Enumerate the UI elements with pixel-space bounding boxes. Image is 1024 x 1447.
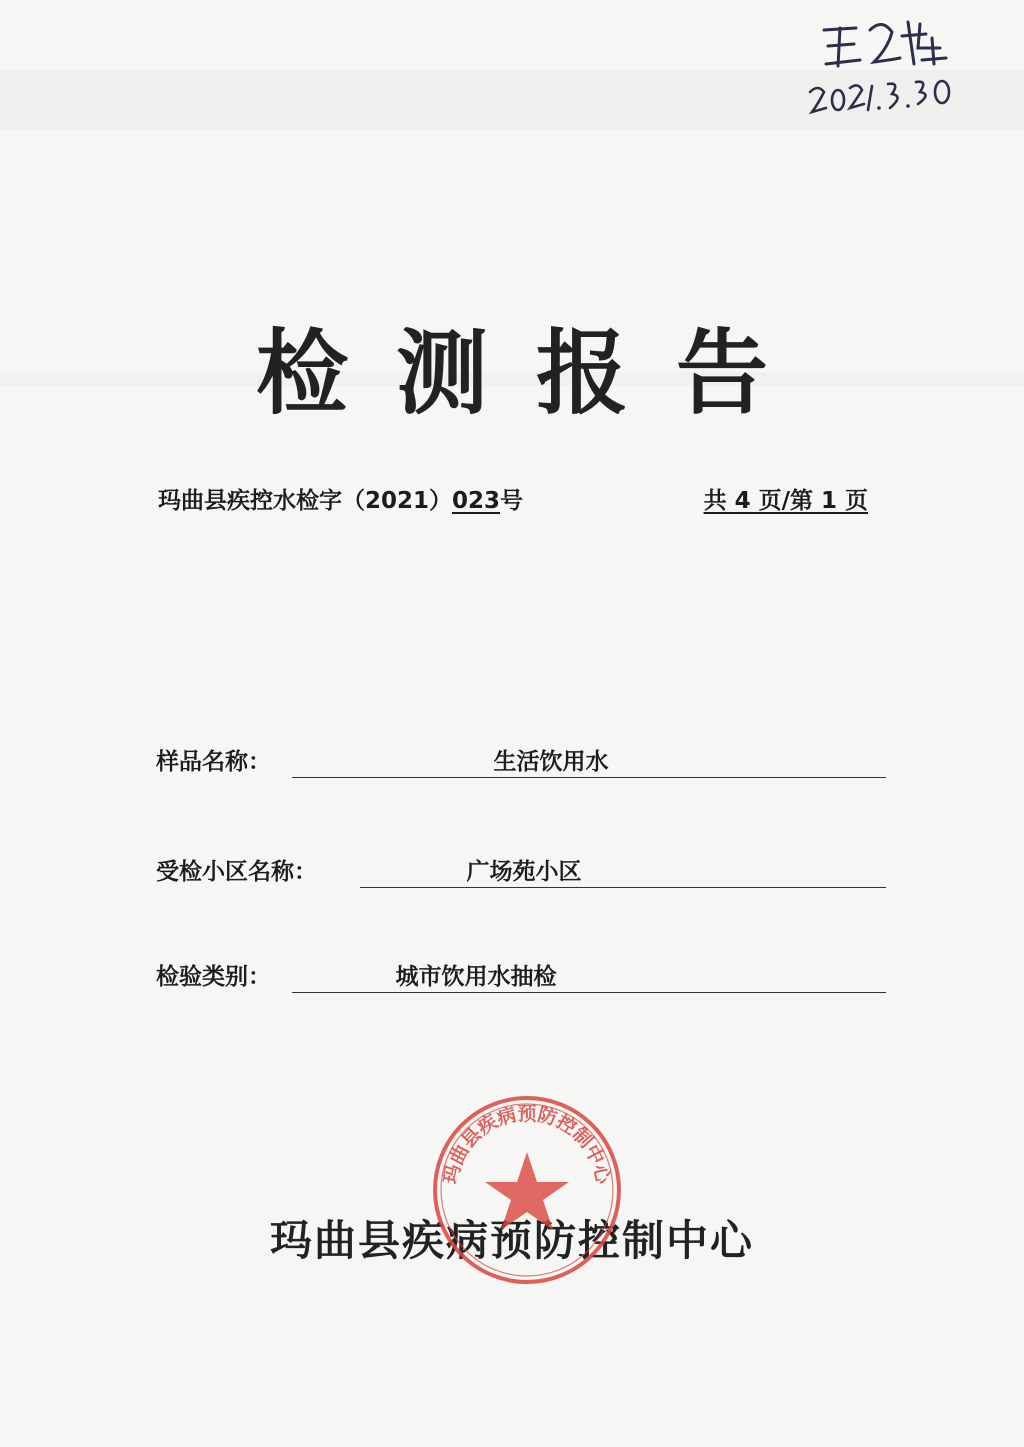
field-label: 检验类别： <box>156 964 271 990</box>
field-underline <box>360 887 886 888</box>
pagination: 共 4 页/第 1 页 <box>703 488 868 514</box>
field-inspection-category <box>156 957 886 997</box>
report-reference-line <box>158 482 868 515</box>
handwritten-signature <box>804 8 964 128</box>
report-number <box>158 482 523 515</box>
field-value: 广场苑小区 <box>466 859 582 885</box>
issuing-organization: 玛曲县疾病预防控制中心 <box>269 1216 754 1265</box>
page-title: 检测报告 <box>255 320 816 427</box>
report-number-suffix: 号 <box>500 488 524 514</box>
svg-text:玛曲县疾病预防控制中心: 玛曲县疾病预防控制中心 <box>439 1103 615 1186</box>
field-sample-name <box>156 742 886 782</box>
field-community-name <box>156 852 886 892</box>
field-value: 生活饮用水 <box>493 749 609 775</box>
report-number-value: 023 <box>452 488 501 514</box>
field-underline <box>292 992 886 993</box>
field-label: 样品名称： <box>156 749 271 775</box>
official-seal <box>427 1090 627 1290</box>
report-number-prefix: 玛曲县疾控水检字（2021） <box>158 488 453 514</box>
field-underline <box>292 777 886 778</box>
field-value: 城市饮用水抽检 <box>395 964 557 990</box>
field-label: 受检小区名称： <box>156 859 317 885</box>
